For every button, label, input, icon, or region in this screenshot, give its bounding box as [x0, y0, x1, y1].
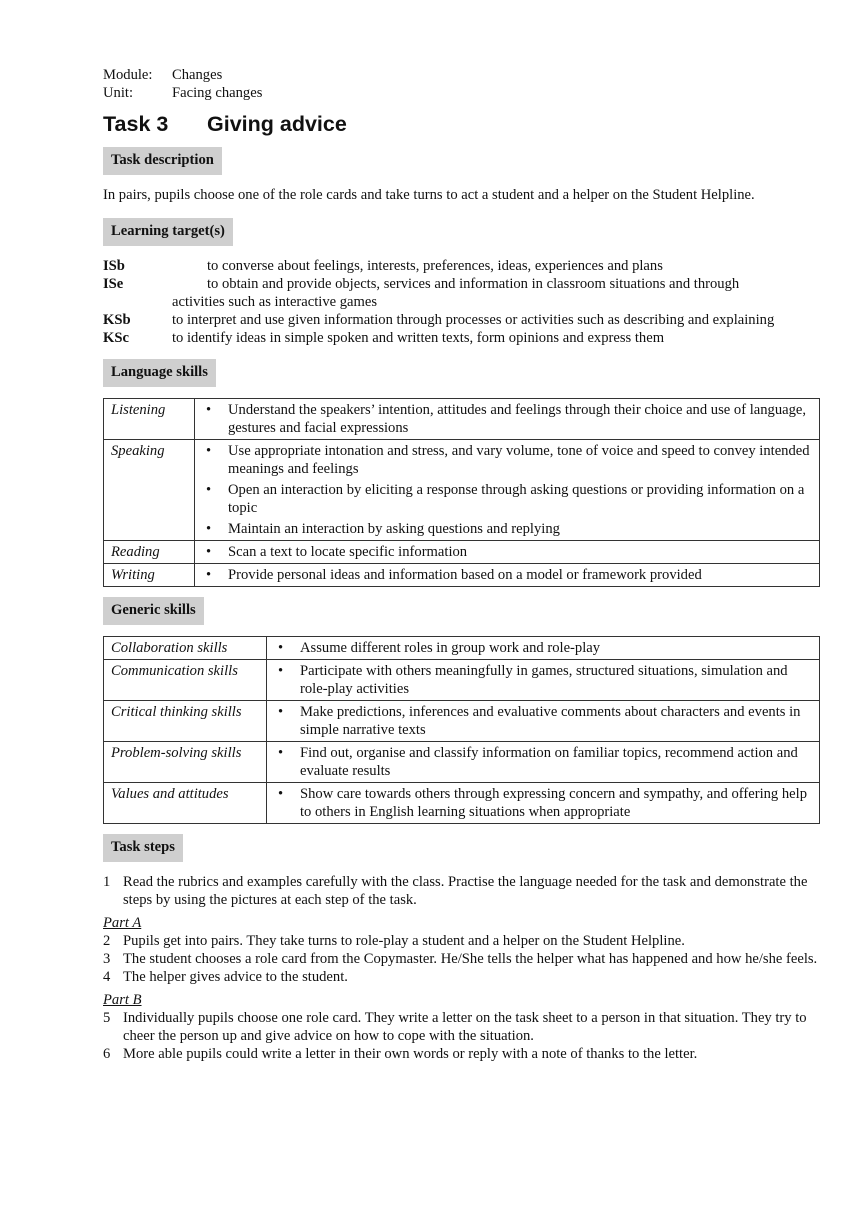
skill-text: Scan a text to locate specific information [228, 544, 468, 560]
task-steps [103, 873, 820, 1063]
table-row [104, 564, 820, 587]
skill-items [195, 399, 820, 440]
list-item [274, 785, 812, 821]
target-text: to interpret and use given information through processes or activities such as describing and explaining [172, 312, 775, 328]
skill-text: Open an interaction by eliciting a response through asking questions or providing information on a topic [228, 482, 805, 516]
skill-items [267, 660, 820, 701]
section-heading-language: Language skills [103, 359, 216, 387]
list-item [274, 639, 812, 657]
part-heading: Part B [103, 992, 142, 1008]
bullet-icon: • [206, 521, 212, 537]
task-description: In pairs, pupils choose one of the role cards and take turns to act a student and a helper on the Student Helpline. [103, 187, 755, 203]
step-item [103, 873, 820, 909]
step-number: 2 [103, 933, 111, 949]
list-item [274, 744, 812, 780]
document-page [103, 66, 820, 1063]
table-row [104, 541, 820, 564]
list-item [202, 543, 812, 561]
target-code: KSc [103, 330, 129, 346]
step-text: The student chooses a role card from the Copymaster. He/She tells the helper what has happened and how he/she feels. [123, 951, 818, 967]
table-row [104, 783, 820, 824]
step-text: Individually pupils choose one role card. They write a letter on the task sheet to a person in that situation. They try to cheer the person up and give advice on how to cope with the situation. [123, 1010, 807, 1044]
step-item [103, 1045, 820, 1063]
bullet-icon: • [278, 640, 284, 656]
unit-label: Unit: [103, 85, 133, 101]
unit-line [103, 84, 820, 102]
step-text: Pupils get into pairs. They take turns to role-play a student and a helper on the Student Helpline. [123, 933, 685, 949]
unit-value: Facing changes [172, 85, 263, 101]
step-item [103, 968, 820, 986]
section-heading-description: Task description [103, 147, 222, 175]
step-number: 4 [103, 969, 111, 985]
language-skills-table [103, 398, 820, 587]
bullet-icon: • [278, 704, 284, 720]
task-number: Task 3 [103, 112, 169, 136]
skill-label: Listening [104, 399, 195, 440]
table-row [104, 660, 820, 701]
skill-label: Speaking [104, 440, 195, 541]
skill-label: Communication skills [104, 660, 267, 701]
table-row [104, 701, 820, 742]
skill-label: Collaboration skills [104, 637, 267, 660]
skill-text: Show care towards others through expressing concern and sympathy, and offering help to others in English learning situations when appropriate [300, 786, 807, 820]
module-label: Module: [103, 67, 153, 83]
bullet-icon: • [206, 443, 212, 459]
skill-items [195, 564, 820, 587]
list-item [202, 442, 812, 478]
step-number: 3 [103, 951, 111, 967]
skill-text: Find out, organise and classify information on familiar topics, recommend action and evaluate results [300, 745, 798, 779]
step-item [103, 950, 820, 968]
skill-items [267, 783, 820, 824]
skill-text: Maintain an interaction by asking questions and replying [228, 521, 560, 537]
target-row [103, 275, 820, 293]
list-item [274, 703, 812, 739]
bullet-icon: • [278, 663, 284, 679]
list-item [202, 401, 812, 437]
skill-text: Assume different roles in group work and role-play [300, 640, 601, 656]
target-text: to obtain and provide objects, services and information in classroom situations and through [207, 276, 740, 292]
skill-label: Values and attitudes [104, 783, 267, 824]
target-code: KSb [103, 312, 131, 328]
target-code: ISb [103, 258, 125, 274]
target-text-wrap: activities such as interactive games [172, 294, 378, 310]
skill-label: Reading [104, 541, 195, 564]
target-code: ISe [103, 276, 124, 292]
target-row [103, 329, 820, 347]
step-item [103, 932, 820, 950]
skill-items [195, 541, 820, 564]
table-row [104, 440, 820, 541]
skill-text: Understand the speakers’ intention, attitudes and feelings through their choice and use of language, gestures and facial expressions [228, 402, 807, 436]
bullet-icon: • [206, 482, 212, 498]
bullet-icon: • [278, 745, 284, 761]
skill-label: Problem-solving skills [104, 742, 267, 783]
skill-items [267, 742, 820, 783]
target-row [103, 257, 820, 275]
bullet-icon: • [206, 544, 212, 560]
step-item [103, 1009, 820, 1045]
step-text: More able pupils could write a letter in their own words or reply with a note of thanks to the letter. [123, 1046, 698, 1062]
module-line [103, 66, 820, 84]
table-row [104, 637, 820, 660]
section-heading-targets: Learning target(s) [103, 218, 233, 246]
list-item [202, 481, 812, 517]
skill-items [267, 637, 820, 660]
skill-text: Make predictions, inferences and evaluative comments about characters and events in simple narrative texts [300, 704, 801, 738]
task-title: Giving advice [207, 112, 347, 136]
learning-targets [103, 257, 820, 347]
page-title [103, 112, 820, 136]
table-row [104, 399, 820, 440]
section-heading-steps: Task steps [103, 834, 183, 862]
skill-text: Participate with others meaningfully in games, structured situations, simulation and role-play activities [300, 663, 788, 697]
target-row [103, 311, 820, 329]
bullet-icon: • [206, 567, 212, 583]
bullet-icon: • [206, 402, 212, 418]
step-text: The helper gives advice to the student. [123, 969, 348, 985]
skill-text: Provide personal ideas and information based on a model or framework provided [228, 567, 702, 583]
step-number: 6 [103, 1046, 111, 1062]
skill-label: Critical thinking skills [104, 701, 267, 742]
skill-items [267, 701, 820, 742]
step-number: 1 [103, 874, 111, 890]
list-item [274, 662, 812, 698]
section-heading-generic: Generic skills [103, 597, 204, 625]
part-heading: Part A [103, 915, 142, 931]
skill-label: Writing [104, 564, 195, 587]
module-value: Changes [172, 67, 223, 83]
step-text: Read the rubrics and examples carefully with the class. Practise the language needed for the task and demonstrate the steps by using the pictures at each step of the task. [123, 874, 808, 908]
step-number: 5 [103, 1010, 111, 1026]
list-item [202, 520, 812, 538]
generic-skills-table [103, 636, 820, 824]
table-row [104, 742, 820, 783]
target-text: to converse about feelings, interests, preferences, ideas, experiences and plans [207, 258, 663, 274]
skill-text: Use appropriate intonation and stress, and vary volume, tone of voice and speed to convey intended meanings and feelings [228, 443, 810, 477]
list-item [202, 566, 812, 584]
skill-items [195, 440, 820, 541]
target-text: to identify ideas in simple spoken and written texts, form opinions and express them [172, 330, 665, 346]
bullet-icon: • [278, 786, 284, 802]
